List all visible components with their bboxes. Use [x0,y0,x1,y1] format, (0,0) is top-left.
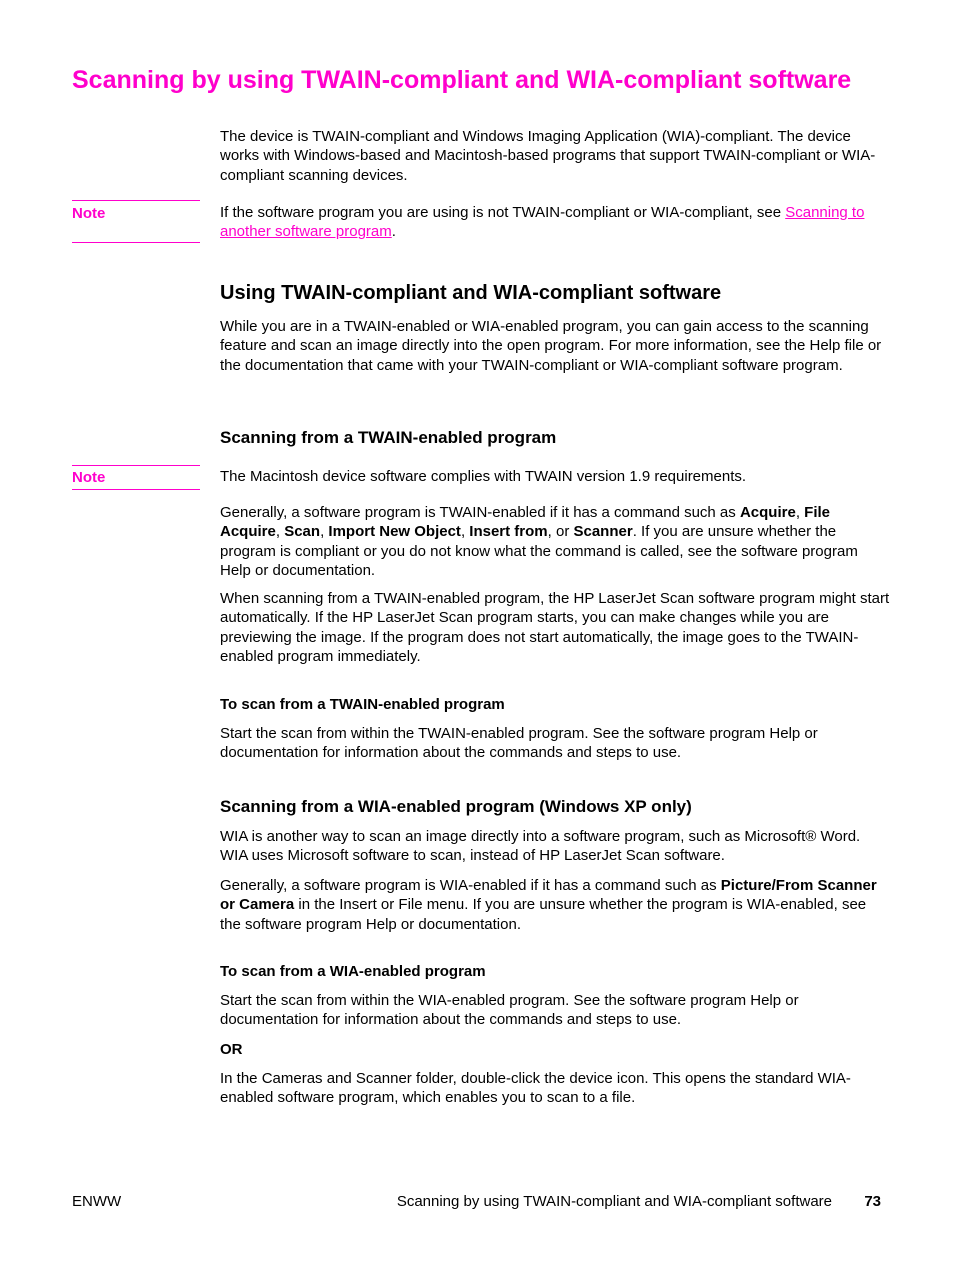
note-rule-top [72,465,200,466]
footer-section-title: Scanning by using TWAIN-compliant and WIA-compliant software [396,1193,832,1210]
text-run: , [275,523,285,541]
wia-paragraph-commands [220,876,890,934]
twain-procedure-text: Start the scan from within the TWAIN-enabled program. See the software program Help or documentation for information about the commands and steps to use. [220,725,818,762]
text-run: . If you are unsure whether the program is compliant or you do not know what the command is called, see the software program Help or documentation. [220,523,858,579]
note-text-end: . [391,223,396,241]
twain-paragraph-commands [220,503,890,580]
section-body: While you are in a TWAIN-enabled or WIA-enabled program, you can gain access to the scanning feature and scan an image directly into the open program. For more information, see the Help file or the documentation that came with your TWAIN-compliant or WIA-compliant software program. [220,318,882,374]
twain-heading: Scanning from a TWAIN-enabled program [220,428,557,447]
page-number: 73 [864,1193,881,1210]
command-picture-from-scanner: Picture/From Scanner or Camera [220,877,877,914]
command-scanner: Scanner [573,523,633,541]
note-rule-bottom [72,242,200,243]
note-rule-top [72,200,200,201]
intro-paragraph: The device is TWAIN-compliant and Windows Imaging Application (WIA)-compliant. The device works with Windows-based and Macintosh-based programs that support TWAIN-compliant or WIA-compliant scanning devices. [220,128,876,184]
note-text-lead: If the software program you are using is not TWAIN-compliant or WIA-compliant, see [220,204,786,221]
twain-procedure-heading: To scan from a TWAIN-enabled program [220,696,505,713]
text-run: Generally, a software program is WIA-enabled if it has a command such as [220,877,721,894]
wia-procedure-heading: To scan from a WIA-enabled program [220,963,486,980]
text-run: Generally, a software program is TWAIN-enabled if it has a command such as [220,504,740,521]
or-label: OR [220,1041,243,1058]
wia-heading: Scanning from a WIA-enabled program (Windows XP only) [220,797,692,816]
note-label: Note [72,469,106,486]
twain-paragraph-autostart: When scanning from a TWAIN-enabled program, the HP LaserJet Scan software program might start automatically. If the HP LaserJet Scan program starts, you can make changes while you are previewing the image. If the program does not start automatically, the image goes to the TWAIN-enabled program immediately. [220,590,890,665]
text-run: , [795,504,805,521]
command-import-new-object: Import New Object [328,523,461,541]
text-run: in the Insert or File menu. If you are unsure whether the program is WIA-enabled, see the software program Help or documentation. [220,896,867,933]
command-acquire: Acquire [739,504,796,521]
text-run: , or [547,523,574,541]
wia-paragraph-intro: WIA is another way to scan an image directly into a software program, such as Microsoft® Word. WIA uses Microsoft software to scan, instead of HP LaserJet Scan software. [220,828,861,865]
wia-alternative-text: In the Cameras and Scanner folder, double-click the device icon. This opens the standard WIA-enabled software program, which enables you to scan to a file. [220,1070,851,1107]
page-title: Scanning by using TWAIN-compliant and WIA-compliant software [72,66,852,94]
scanning-to-another-program-link[interactable]: Scanning to another software program [220,204,865,241]
note-rule-bottom [72,489,200,490]
command-insert-from: Insert from [469,523,548,541]
wia-procedure-text: Start the scan from within the WIA-enabled program. See the software program Help or documentation for information about the commands and steps to use. [220,992,799,1029]
footer-left: ENWW [72,1193,122,1210]
section-heading: Using TWAIN-compliant and WIA-compliant software [220,282,722,304]
text-run: , [320,523,329,541]
command-scan: Scan [284,523,321,541]
text-run: , [460,523,470,541]
command-file-acquire: File Acquire [220,504,830,541]
note-text [220,203,890,242]
twain-note-text: The Macintosh device software complies with TWAIN version 1.9 requirements. [220,468,747,485]
note-label: Note [72,205,106,222]
